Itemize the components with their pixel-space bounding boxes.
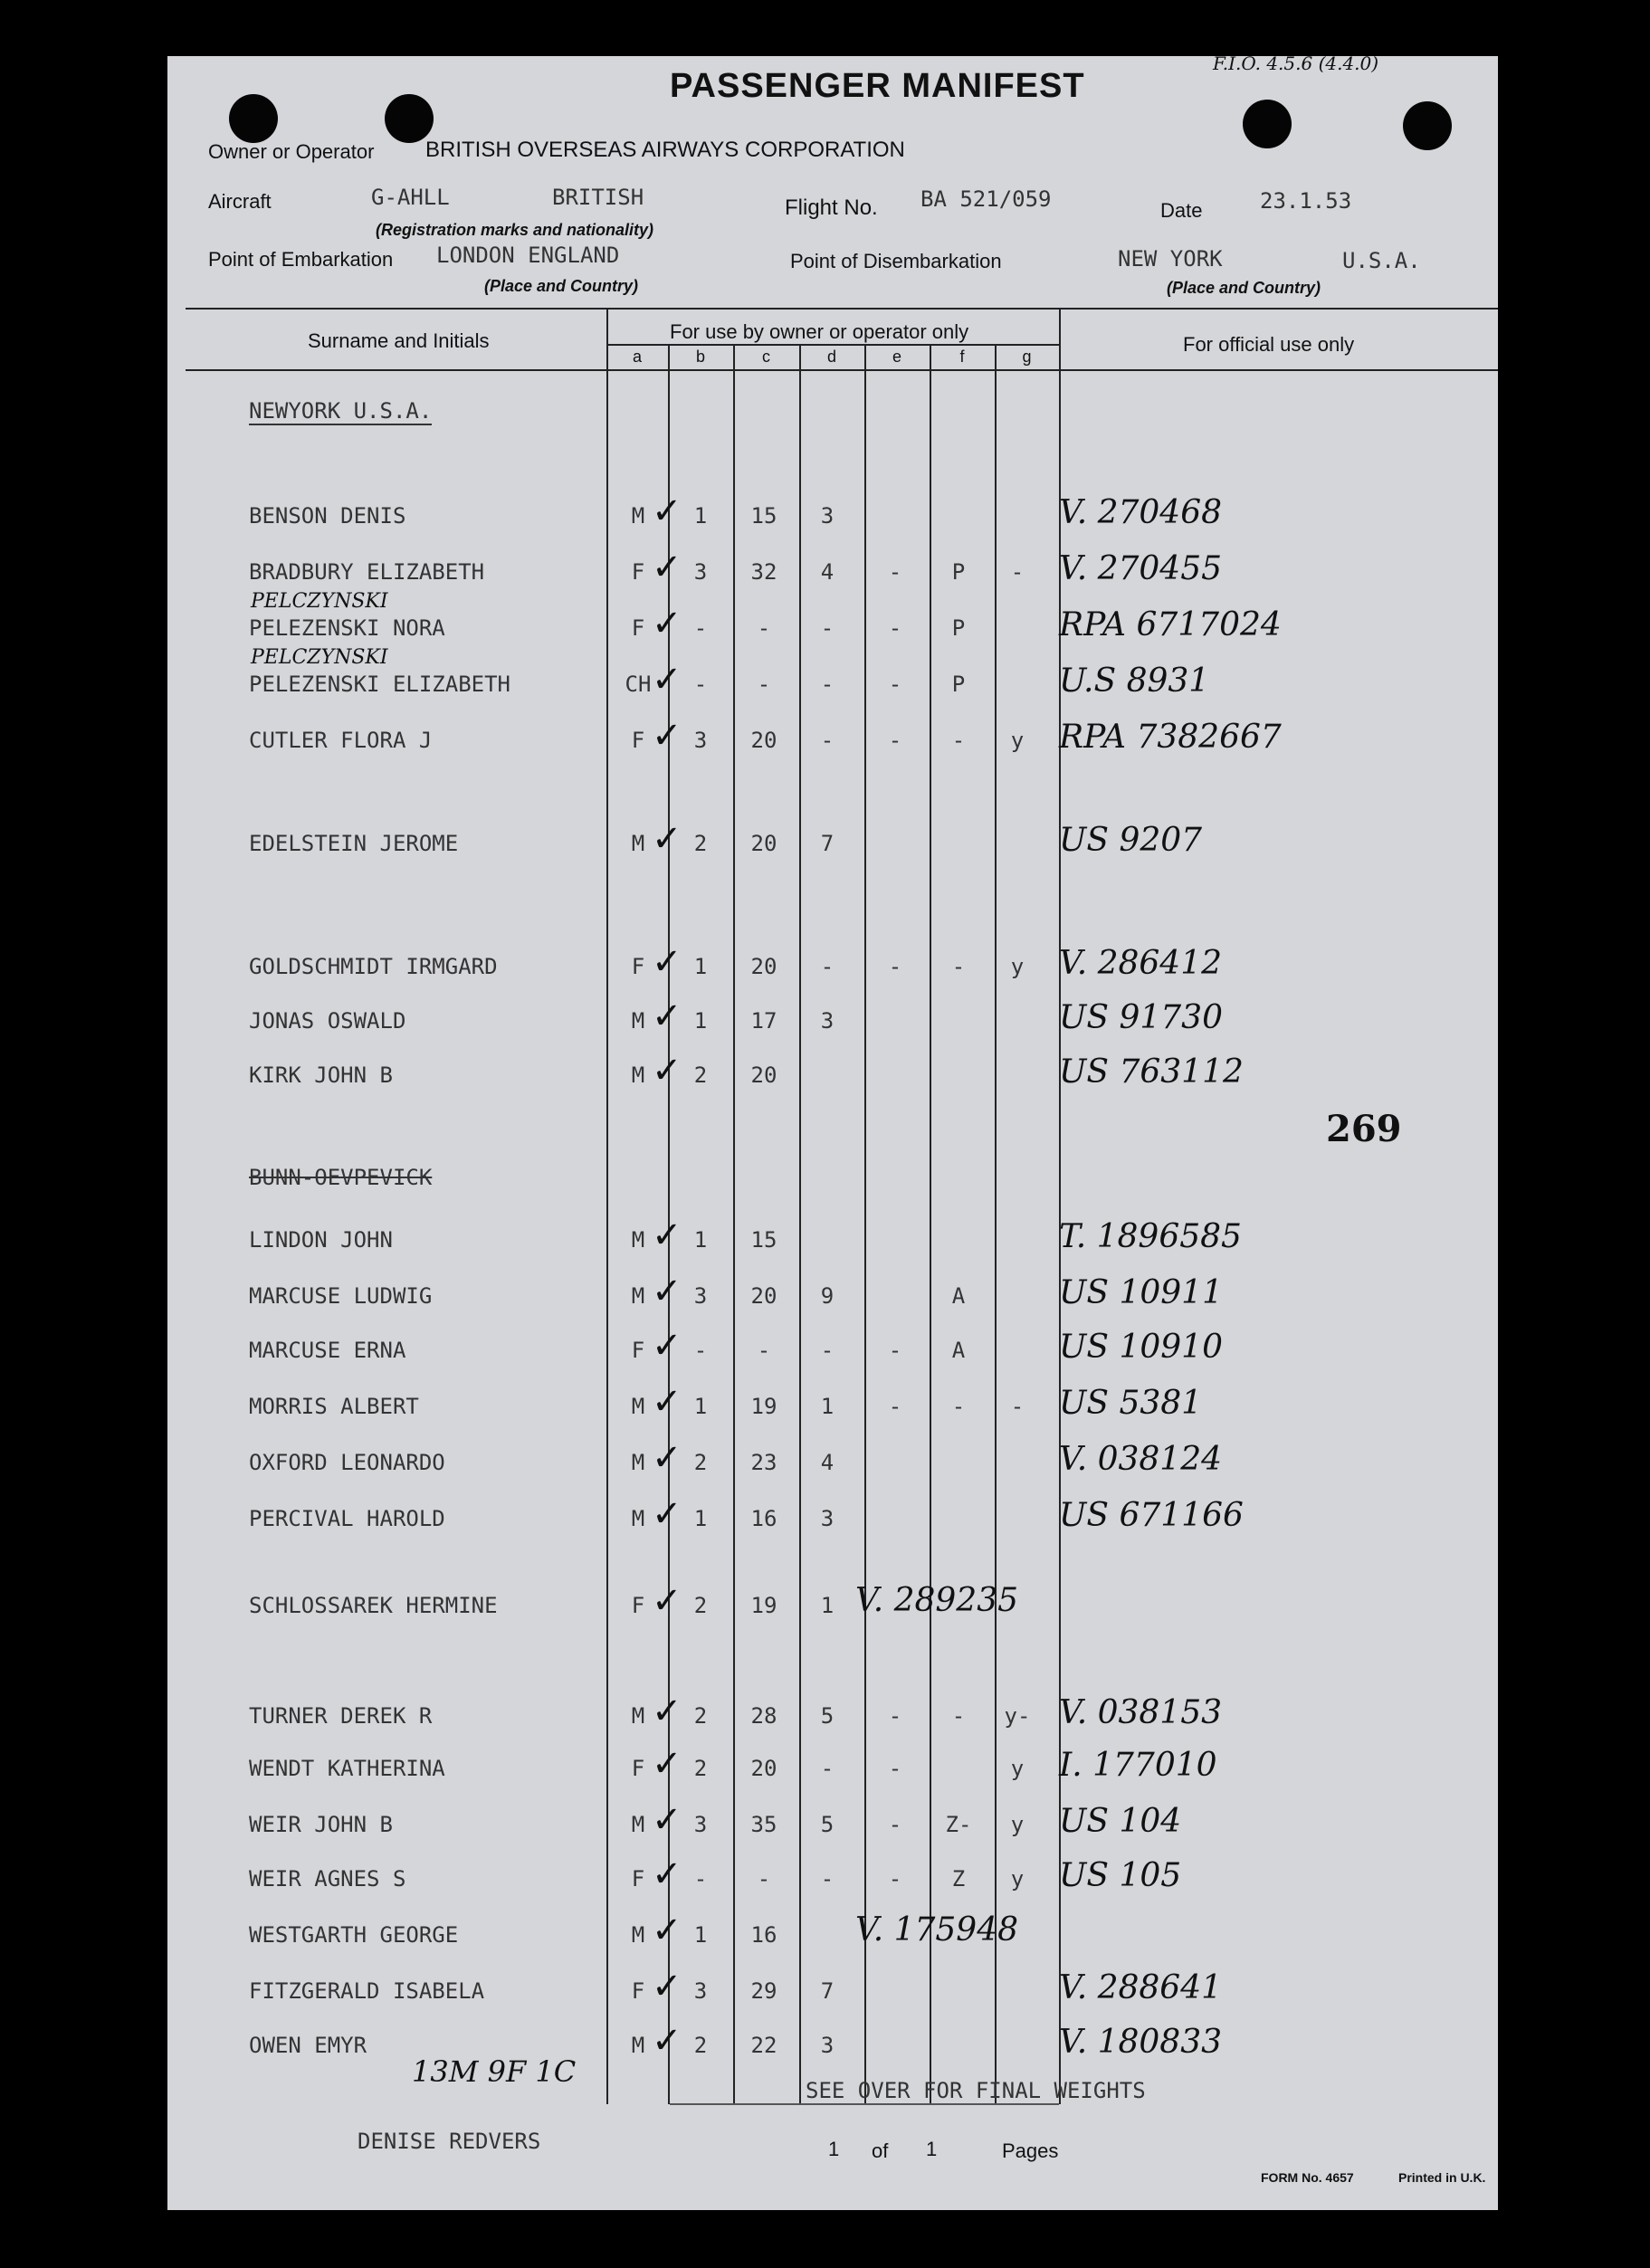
col-e-cell: - xyxy=(888,728,902,753)
punch-hole xyxy=(229,94,278,143)
col-b-cell: 3 xyxy=(693,1812,708,1837)
subcol-d: d xyxy=(826,348,836,366)
official-number: US 671166 xyxy=(1059,1497,1244,1534)
table-top-rule xyxy=(186,308,1498,310)
table-row xyxy=(167,715,1498,760)
sex-cell: F xyxy=(631,728,645,753)
col-b-cell: - xyxy=(693,615,708,641)
table-row xyxy=(167,1910,1498,1955)
sex-cell: M xyxy=(631,1450,645,1475)
col-b-cell: 1 xyxy=(693,1227,708,1253)
passenger-name-correction: PELCZYNSKI xyxy=(251,590,388,613)
col-c-cell: 16 xyxy=(750,1506,777,1531)
table-row xyxy=(167,1743,1498,1788)
official-number: I. 177010 xyxy=(1059,1747,1217,1784)
table-row xyxy=(167,1580,1498,1625)
sex-cell: M xyxy=(631,1227,645,1253)
checkmark-icon: ✓ xyxy=(652,1799,682,1841)
sex-cell: M xyxy=(631,831,645,856)
col-g-cell: y xyxy=(1010,1756,1025,1781)
table-row xyxy=(167,1050,1498,1095)
sex-cell: F xyxy=(631,615,645,641)
col-b-cell: - xyxy=(693,1338,708,1363)
col-c-cell: 15 xyxy=(750,1227,777,1253)
sex-cell: M xyxy=(631,1283,645,1309)
checkmark-icon: ✓ xyxy=(652,491,682,532)
checkmark-icon: ✓ xyxy=(652,1437,682,1479)
operator-value: BRITISH OVERSEAS AIRWAYS CORPORATION xyxy=(425,138,905,162)
table-row xyxy=(167,1215,1498,1260)
table-row xyxy=(167,1799,1498,1844)
col-b-cell: 1 xyxy=(693,954,708,979)
flight-label: Flight No. xyxy=(785,195,878,220)
checkmark-icon: ✓ xyxy=(652,818,682,860)
sex-cell: F xyxy=(631,1593,645,1618)
passenger-name: MORRIS ALBERT xyxy=(249,1394,419,1419)
table-row xyxy=(167,941,1498,986)
col-b-cell: - xyxy=(693,1866,708,1892)
official-number: US 104 xyxy=(1059,1803,1182,1840)
table-row xyxy=(167,547,1498,592)
official-number: US 91730 xyxy=(1059,999,1223,1036)
passenger-name: PERCIVAL HAROLD xyxy=(249,1506,445,1531)
embarkation-value: LONDON ENGLAND xyxy=(436,243,620,268)
passenger-name: WENDT KATHERINA xyxy=(249,1756,445,1781)
subcol-f: f xyxy=(959,348,965,366)
col-e-cell: - xyxy=(888,1812,902,1837)
subcol-rule xyxy=(606,369,1059,371)
sex-cell: F xyxy=(631,1756,645,1781)
official-number: V. 038153 xyxy=(1059,1694,1223,1731)
official-number: US 10911 xyxy=(1059,1274,1223,1311)
passenger-name: JONAS OSWALD xyxy=(249,1008,406,1034)
total-count-note: 13M 9F 1C xyxy=(412,2054,577,2089)
passenger-name: FITZGERALD ISABELA xyxy=(249,1978,485,2004)
official-number: US 105 xyxy=(1059,1857,1182,1894)
sex-cell: M xyxy=(631,1703,645,1729)
col-d-cell: - xyxy=(820,954,835,979)
col-d-cell: 3 xyxy=(820,503,835,529)
passenger-name: MARCUSE ERNA xyxy=(249,1338,406,1363)
col-e-cell: - xyxy=(888,559,902,585)
manifest-sheet xyxy=(167,52,1498,2210)
official-number: US 10910 xyxy=(1059,1329,1223,1366)
sex-cell: M xyxy=(631,1063,645,1088)
col-c-cell: 20 xyxy=(750,1756,777,1781)
checkmark-icon: ✓ xyxy=(652,715,682,757)
checkmark-icon: ✓ xyxy=(652,1580,682,1622)
col-e-cell: - xyxy=(888,1338,902,1363)
flight-number: BA 521/059 xyxy=(920,186,1052,212)
col-b-cell: 3 xyxy=(693,559,708,585)
final-weights-note: SEE OVER FOR FINAL WEIGHTS xyxy=(806,2078,1146,2103)
col-d-cell: 4 xyxy=(820,559,835,585)
official-number: U.S 8931 xyxy=(1059,662,1210,700)
checkmark-icon: ✓ xyxy=(652,1966,682,2007)
table-row xyxy=(167,818,1498,863)
subcol-a: a xyxy=(632,348,642,366)
official-number: US 5381 xyxy=(1059,1385,1203,1422)
passenger-name: WEIR AGNES S xyxy=(249,1866,406,1892)
table-row xyxy=(167,1493,1498,1539)
passenger-name: SCHLOSSAREK HERMINE xyxy=(249,1593,498,1618)
official-number: US 9207 xyxy=(1059,822,1203,859)
col-c-cell: 20 xyxy=(750,831,777,856)
sex-cell: M xyxy=(631,1394,645,1419)
col-c-cell: 19 xyxy=(750,1593,777,1618)
col-b-cell: 3 xyxy=(693,728,708,753)
subcol-g: g xyxy=(1022,348,1032,366)
col-d-cell: - xyxy=(820,1338,835,1363)
sex-cell: F xyxy=(631,954,645,979)
passenger-name: MARCUSE LUDWIG xyxy=(249,1283,433,1309)
operator-label: Owner or Operator xyxy=(208,140,375,163)
passenger-name: WEIR JOHN B xyxy=(249,1812,393,1837)
col-c-cell: 28 xyxy=(750,1703,777,1729)
checkmark-icon: ✓ xyxy=(652,1325,682,1367)
disembarkation-caption: (Place and Country) xyxy=(1167,279,1321,297)
col-b-cell: 1 xyxy=(693,503,708,529)
checkmark-icon: ✓ xyxy=(652,1910,682,1951)
checkmark-icon: ✓ xyxy=(652,1215,682,1256)
col-d-cell: 4 xyxy=(820,1450,835,1475)
col-f-cell: - xyxy=(951,954,966,979)
col-f-cell: Z- xyxy=(945,1812,972,1837)
col-g-cell: y xyxy=(1010,1812,1025,1837)
official-number: V. 286412 xyxy=(1059,945,1223,982)
col-d-cell: 1 xyxy=(820,1394,835,1419)
col-e-cell: - xyxy=(888,672,902,697)
col-f-cell: A xyxy=(951,1338,966,1363)
sex-cell: M xyxy=(631,1812,645,1837)
checkmark-icon: ✓ xyxy=(652,1050,682,1091)
col-b-cell: 1 xyxy=(693,1506,708,1531)
passenger-name: OWEN EMYR xyxy=(249,2033,367,2058)
col-f-cell: P xyxy=(951,559,966,585)
col-c-cell: 20 xyxy=(750,954,777,979)
checkmark-icon: ✓ xyxy=(652,547,682,588)
col-c-cell: - xyxy=(757,1866,771,1892)
form-title: PASSENGER MANIFEST xyxy=(670,67,1085,105)
disembarkation-label: Point of Disembarkation xyxy=(790,250,1002,272)
subcol-b: b xyxy=(695,348,705,366)
checkmark-icon: ✓ xyxy=(652,2020,682,2062)
page-of-label: of xyxy=(872,2139,889,2162)
pages-label: Pages xyxy=(1002,2139,1059,2162)
checkmark-icon: ✓ xyxy=(652,1743,682,1785)
passenger-name: GOLDSCHMIDT IRMGARD xyxy=(249,954,498,979)
checkmark-icon: ✓ xyxy=(652,941,682,983)
passenger-name: WESTGARTH GEORGE xyxy=(249,1922,459,1948)
checkmark-icon: ✓ xyxy=(652,1691,682,1732)
disembarkation-city: NEW YORK xyxy=(1118,246,1223,272)
punch-hole xyxy=(385,94,434,143)
sex-cell: F xyxy=(631,1866,645,1892)
col-c-cell: 15 xyxy=(750,503,777,529)
sex-cell: CH xyxy=(625,672,652,697)
official-number: RPA 6717024 xyxy=(1059,606,1282,643)
col-e-cell: - xyxy=(888,1394,902,1419)
col-d-cell: 1 xyxy=(820,1593,835,1618)
printed-in: Printed in U.K. xyxy=(1398,2170,1486,2185)
col-b-cell: 1 xyxy=(693,1922,708,1948)
col-b-cell: 2 xyxy=(693,831,708,856)
col-d-cell: 9 xyxy=(820,1283,835,1309)
col-d-cell: 5 xyxy=(820,1703,835,1729)
checkmark-icon: ✓ xyxy=(652,659,682,700)
col-e-cell: - xyxy=(888,615,902,641)
col-c-cell: 22 xyxy=(750,2033,777,2058)
sex-cell: M xyxy=(631,1008,645,1034)
col-c-cell: 23 xyxy=(750,1450,777,1475)
inline-official-number: V. 175948 xyxy=(855,1911,1019,1949)
official-number: T. 1896585 xyxy=(1059,1218,1242,1255)
final-weights-rule xyxy=(670,2103,1059,2105)
col-c-cell: - xyxy=(757,615,771,641)
official-number: RPA 7382667 xyxy=(1059,719,1282,756)
col-e-cell: - xyxy=(888,1866,902,1892)
col-f-cell: A xyxy=(951,1283,966,1309)
col-c-cell: 32 xyxy=(750,559,777,585)
col-d-cell: 7 xyxy=(820,1978,835,2004)
passenger-name: CUTLER FLORA J xyxy=(249,728,433,753)
official-number: V. 038124 xyxy=(1059,1441,1223,1478)
col-c-cell: 19 xyxy=(750,1394,777,1419)
col-b-cell: 3 xyxy=(693,1283,708,1309)
col-d-cell: - xyxy=(820,615,835,641)
col-b-cell: 2 xyxy=(693,2033,708,2058)
disembarkation-country: U.S.A. xyxy=(1342,248,1421,273)
col-b-cell: 2 xyxy=(693,1450,708,1475)
table-row xyxy=(167,646,1498,704)
crossed-out-entry: BUNN-OEVPEVICK xyxy=(249,1165,433,1190)
date-label: Date xyxy=(1160,199,1203,222)
checkmark-icon: ✓ xyxy=(652,1853,682,1895)
punch-hole xyxy=(1403,101,1452,150)
inline-official-number: V. 289235 xyxy=(855,1582,1019,1619)
col-d-cell: - xyxy=(820,1866,835,1892)
col-d-cell: 3 xyxy=(820,2033,835,2058)
col-b-cell: - xyxy=(693,672,708,697)
table-row xyxy=(167,1853,1498,1899)
col-b-cell: 2 xyxy=(693,1703,708,1729)
col-f-cell: - xyxy=(951,1394,966,1419)
column-surname: Surname and Initials xyxy=(308,329,490,352)
page-stamp: 269 xyxy=(1326,1108,1402,1150)
col-b-cell: 1 xyxy=(693,1394,708,1419)
form-number: FORM No. 4657 xyxy=(1261,2170,1354,2185)
col-f-cell: - xyxy=(951,728,966,753)
checkmark-icon: ✓ xyxy=(652,996,682,1037)
passenger-name: TURNER DEREK R xyxy=(249,1703,433,1729)
col-b-cell: 2 xyxy=(693,1756,708,1781)
col-b-cell: 1 xyxy=(693,1008,708,1034)
col-c-cell: 20 xyxy=(750,1063,777,1088)
col-c-cell: - xyxy=(757,1338,771,1363)
subcol-e: e xyxy=(892,348,901,366)
passenger-name-correction: PELCZYNSKI xyxy=(251,646,388,669)
passenger-name: EDELSTEIN JEROME xyxy=(249,831,459,856)
table-row xyxy=(167,1325,1498,1370)
passenger-name: LINDON JOHN xyxy=(249,1227,393,1253)
col-g-cell: - xyxy=(1010,559,1025,585)
aircraft-nationality: BRITISH xyxy=(552,185,644,210)
col-c-cell: 29 xyxy=(750,1978,777,2004)
col-b-cell: 2 xyxy=(693,1063,708,1088)
owner-subhead-rule xyxy=(606,344,1059,346)
official-number: V. 180833 xyxy=(1059,2024,1223,2061)
sex-cell: F xyxy=(631,1978,645,2004)
page-number: 1 xyxy=(828,2138,840,2160)
col-d-cell: 5 xyxy=(820,1812,835,1837)
official-head-rule xyxy=(1059,369,1498,371)
passenger-name: BRADBURY ELIZABETH xyxy=(249,559,485,585)
col-c-cell: 35 xyxy=(750,1812,777,1837)
table-row xyxy=(167,2020,1498,2065)
passenger-name: KIRK JOHN B xyxy=(249,1063,393,1088)
punch-hole xyxy=(1243,100,1292,148)
sex-cell: M xyxy=(631,503,645,529)
page-total: 1 xyxy=(926,2138,938,2160)
col-d-cell: 3 xyxy=(820,1008,835,1034)
column-official-use: For official use only xyxy=(1183,333,1355,356)
table-row xyxy=(167,1271,1498,1316)
col-d-cell: - xyxy=(820,1756,835,1781)
col-c-cell: 20 xyxy=(750,1283,777,1309)
sex-cell: M xyxy=(631,2033,645,2058)
col-d-cell: - xyxy=(820,728,835,753)
subcol-c: c xyxy=(762,348,770,366)
col-d-cell: 7 xyxy=(820,831,835,856)
sex-cell: M xyxy=(631,1506,645,1531)
passenger-name: PELEZENSKI ELIZABETH xyxy=(249,672,510,697)
embarkation-label: Point of Embarkation xyxy=(208,248,394,271)
sex-cell: M xyxy=(631,1922,645,1948)
official-number: V. 270455 xyxy=(1059,550,1223,587)
official-number: V. 270468 xyxy=(1059,494,1223,531)
date-value: 23.1.53 xyxy=(1260,188,1352,214)
section-heading: NEWYORK U.S.A. xyxy=(249,398,433,424)
col-e-cell: - xyxy=(888,1703,902,1729)
aircraft-label: Aircraft xyxy=(208,190,272,213)
col-c-cell: 17 xyxy=(750,1008,777,1034)
passenger-name: OXFORD LEONARDO xyxy=(249,1450,445,1475)
table-row xyxy=(167,590,1498,648)
table-row xyxy=(167,491,1498,536)
signature: DENISE REDVERS xyxy=(358,2129,541,2154)
col-c-cell: 16 xyxy=(750,1922,777,1948)
col-b-cell: 2 xyxy=(693,1593,708,1618)
table-row xyxy=(167,1966,1498,2011)
col-g-cell: y xyxy=(1010,954,1025,979)
col-f-cell: P xyxy=(951,615,966,641)
checkmark-icon: ✓ xyxy=(652,1271,682,1312)
col-e-cell: - xyxy=(888,954,902,979)
col-c-cell: - xyxy=(757,672,771,697)
passenger-name: BENSON DENIS xyxy=(249,503,406,529)
col-d-cell: - xyxy=(820,672,835,697)
column-owner-use: For use by owner or operator only xyxy=(670,320,969,343)
col-g-cell: y- xyxy=(1004,1703,1031,1729)
col-f-cell: P xyxy=(951,672,966,697)
registration-caption: (Registration marks and nationality) xyxy=(376,221,654,239)
table-row xyxy=(167,996,1498,1041)
col-b-cell: 3 xyxy=(693,1978,708,2004)
table-row xyxy=(167,1691,1498,1736)
col-g-cell: y xyxy=(1010,1866,1025,1892)
sex-cell: F xyxy=(631,1338,645,1363)
embarkation-caption: (Place and Country) xyxy=(484,277,639,295)
sex-cell: F xyxy=(631,559,645,585)
official-number: V. 288641 xyxy=(1059,1969,1223,2006)
col-c-cell: 20 xyxy=(750,728,777,753)
header-annotation: F.I.O. 4.5.6 (4.4.0) xyxy=(1213,52,1379,74)
table-row xyxy=(167,1437,1498,1482)
aircraft-registration: G-AHLL xyxy=(371,185,450,210)
checkmark-icon: ✓ xyxy=(652,603,682,644)
col-f-cell: Z xyxy=(951,1866,966,1892)
col-e-cell: - xyxy=(888,1756,902,1781)
official-number: US 763112 xyxy=(1059,1053,1244,1091)
checkmark-icon: ✓ xyxy=(652,1381,682,1423)
name-head-rule xyxy=(186,369,606,371)
col-g-cell: - xyxy=(1010,1394,1025,1419)
col-d-cell: 3 xyxy=(820,1506,835,1531)
passenger-name: PELEZENSKI NORA xyxy=(249,615,445,641)
table-row xyxy=(167,1381,1498,1426)
col-g-cell: y xyxy=(1010,728,1025,753)
checkmark-icon: ✓ xyxy=(652,1493,682,1535)
col-f-cell: - xyxy=(951,1703,966,1729)
